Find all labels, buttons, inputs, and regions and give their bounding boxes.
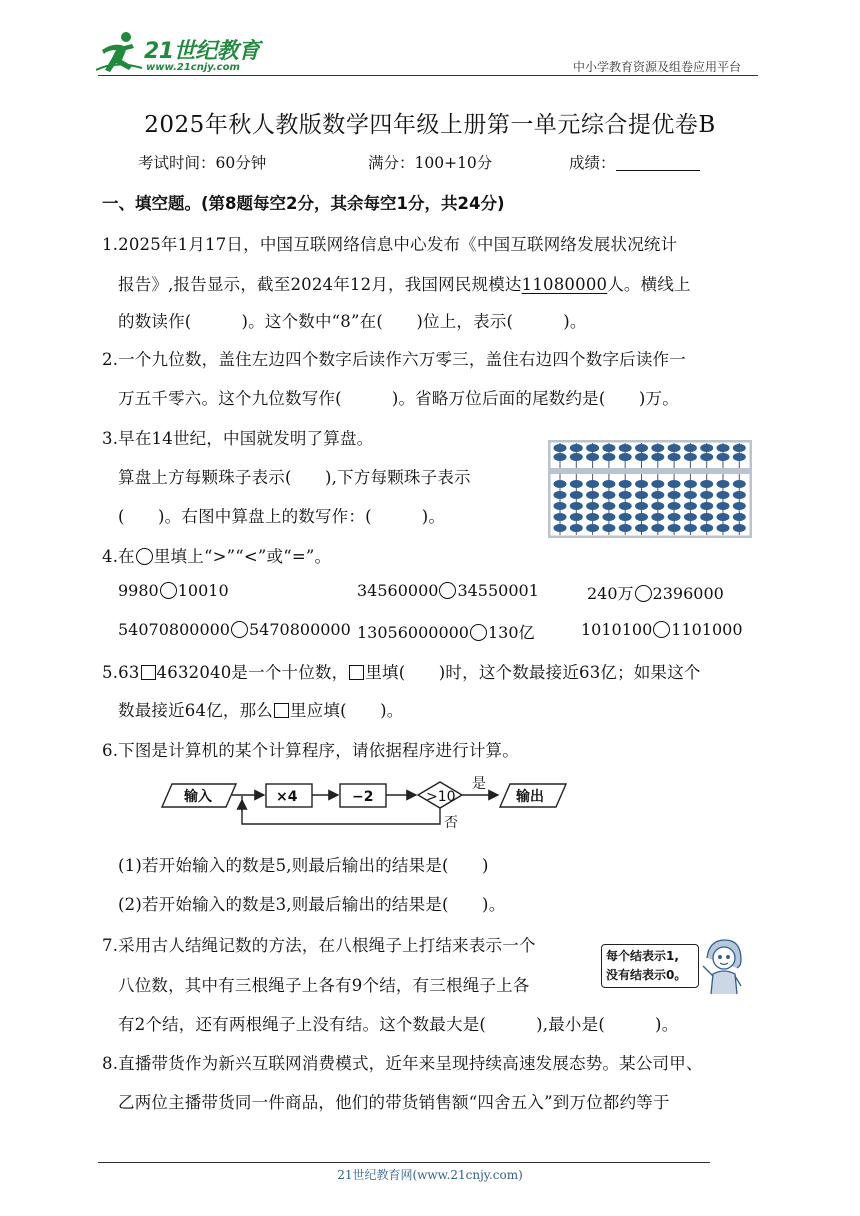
compare-circle[interactable] xyxy=(653,621,670,638)
abacus-bead xyxy=(700,524,713,532)
speech-bubble: 每个结表示1, 没有结表示0。 xyxy=(601,944,699,988)
abacus-bead xyxy=(733,491,746,499)
abacus-bead xyxy=(635,480,648,488)
q7-line1: 7.采用古人结绳记数的方法，在八根绳子上打结来表示一个 xyxy=(102,936,536,955)
abacus-bead xyxy=(554,502,567,510)
abacus-bead xyxy=(602,502,615,510)
compare-circle[interactable] xyxy=(470,624,487,641)
abacus-bead xyxy=(570,491,583,499)
q4-item-6: 1010100 1101000 xyxy=(581,620,743,639)
abacus-bead xyxy=(651,502,664,510)
abacus-bead xyxy=(668,453,681,461)
flow-input-label: 输入 xyxy=(184,789,212,805)
flow-output-label: 输出 xyxy=(516,789,544,805)
compare-circle[interactable] xyxy=(635,585,652,602)
abacus-bead xyxy=(586,453,599,461)
abacus-bead xyxy=(586,524,599,532)
q4-item-5: 13056000000 130亿 xyxy=(357,623,535,642)
header-rule xyxy=(98,75,758,76)
abacus-bead xyxy=(717,491,730,499)
abacus-bead xyxy=(635,491,648,499)
abacus-bead xyxy=(570,453,583,461)
q2-line1: 2.一个九位数，盖住左边四个数字后读作六万零三，盖住右边四个数字后读作一 xyxy=(102,350,686,369)
abacus-bead xyxy=(684,480,697,488)
abacus-bead xyxy=(668,524,681,532)
q5-line1: 5.63 4632040是一个十位数， 里填( )时，这个数最接近63亿；如果这个 xyxy=(102,663,701,682)
abacus-bead xyxy=(700,444,713,452)
abacus-bead xyxy=(733,444,746,452)
abacus-bead xyxy=(717,513,730,521)
abacus-bead xyxy=(635,513,648,521)
abacus-bead xyxy=(554,480,567,488)
abacus-bead xyxy=(651,524,664,532)
flowchart xyxy=(160,772,580,830)
abacus-bead xyxy=(554,453,567,461)
abacus-bead xyxy=(668,444,681,452)
compare-circle[interactable] xyxy=(439,582,456,599)
q1-line2 xyxy=(118,271,691,295)
abacus-bead xyxy=(635,524,648,532)
girl-character-icon xyxy=(697,936,749,998)
abacus-beam xyxy=(550,468,750,474)
q6-sub2: (2)若开始输入的数是3,则最后输出的结果是( )。 xyxy=(118,895,506,914)
q4-item-2: 34560000 34550001 xyxy=(357,581,539,600)
q1-line3: 的数读作( )。这个数中“8”在( )位上，表示( )。 xyxy=(118,312,587,331)
q6-sub1: (1)若开始输入的数是5,则最后输出的结果是( ) xyxy=(118,856,489,875)
section-heading: 一、填空题。(第8题每空2分，其余每空1分，共24分) xyxy=(102,194,505,213)
logo-text: 21世纪教育 xyxy=(144,39,260,64)
abacus-bead xyxy=(635,444,648,452)
abacus-image xyxy=(548,440,752,538)
q4-item-3: 240万 2396000 xyxy=(587,584,724,603)
abacus-bead xyxy=(684,444,697,452)
abacus-bead xyxy=(700,513,713,521)
abacus-bead xyxy=(570,513,583,521)
q3-line3: ( )。右图中算盘上的数写作：( )。 xyxy=(118,507,446,526)
square-blank-icon xyxy=(274,703,289,718)
abacus-bead xyxy=(602,513,615,521)
abacus-bead xyxy=(684,513,697,521)
abacus-bead xyxy=(733,513,746,521)
footer-text: 21世纪教育网(www.21cnjy.com) xyxy=(337,1168,523,1182)
q7-line3: 有2个结，还有两根绳子上没有结。这个数最大是( ),最小是( )。 xyxy=(118,1015,679,1034)
abacus-bead xyxy=(570,444,583,452)
logo-url: www.21cnjy.com xyxy=(146,62,240,73)
abacus-bead xyxy=(717,453,730,461)
abacus-bead xyxy=(619,524,632,532)
q2-line2: 万五千零六。这个九位数写作( )。省略万位后面的尾数约是( )万。 xyxy=(118,389,679,408)
q3-line2: 算盘上方每颗珠子表示( ),下方每颗珠子表示 xyxy=(118,468,471,487)
abacus-bead xyxy=(570,502,583,510)
abacus-bead xyxy=(554,444,567,452)
flow-op2-label: −2 xyxy=(352,789,374,805)
abacus-bead xyxy=(570,524,583,532)
abacus-bead xyxy=(651,444,664,452)
footer-rule xyxy=(98,1162,710,1163)
q4-item-4: 54070800000 5470800000 xyxy=(118,620,351,639)
abacus-bead xyxy=(619,513,632,521)
q4-line1: 4.在 里填上“>”“<”或“=”。 xyxy=(102,547,332,566)
flow-no-label: 否 xyxy=(444,815,458,830)
flow-cond-label: >10 xyxy=(426,789,456,805)
abacus-bead xyxy=(619,491,632,499)
abacus-bead xyxy=(684,491,697,499)
abacus-bead xyxy=(570,480,583,488)
abacus-bead xyxy=(586,513,599,521)
abacus-bead xyxy=(651,491,664,499)
abacus-bead xyxy=(554,524,567,532)
abacus-bead xyxy=(668,513,681,521)
abacus-bead xyxy=(700,453,713,461)
abacus-bead xyxy=(619,480,632,488)
exam-grade xyxy=(569,151,700,173)
abacus-bead xyxy=(635,453,648,461)
abacus-bead xyxy=(733,453,746,461)
abacus-bead xyxy=(602,491,615,499)
q4-item-1: 9980 10010 xyxy=(118,581,229,600)
abacus-bead xyxy=(717,444,730,452)
page-title: 2025年秋人教版数学四年级上册第一单元综合提优卷B xyxy=(144,112,716,138)
abacus-bead xyxy=(602,524,615,532)
compare-circle[interactable] xyxy=(231,621,248,638)
grade-label: 成绩： xyxy=(569,154,616,172)
abacus-bead xyxy=(733,480,746,488)
circle-blank-icon xyxy=(136,548,153,565)
abacus-bead xyxy=(668,502,681,510)
q8-line2: 乙两位主播带货同一件商品，他们的带货销售额“四舍五入”到万位都约等于 xyxy=(118,1093,670,1112)
q1-line1: 1.2025年1月17日，中国互联网络信息中心发布《中国互联网络发展状况统计 xyxy=(102,235,678,254)
abacus-bead xyxy=(635,502,648,510)
q5-line2: 数最接近64亿，那么 里应填( )。 xyxy=(118,701,404,720)
abacus-bead xyxy=(586,480,599,488)
abacus-bead xyxy=(700,480,713,488)
abacus-bead xyxy=(668,480,681,488)
abacus-bead xyxy=(554,491,567,499)
q6-line1: 6.下图是计算机的某个计算程序，请依据程序进行计算。 xyxy=(102,741,519,760)
q1-line2-b: 人。横线上 xyxy=(607,275,691,294)
abacus-bead xyxy=(717,502,730,510)
abacus-bead xyxy=(586,491,599,499)
abacus-bead xyxy=(602,480,615,488)
grade-blank[interactable] xyxy=(616,154,700,171)
abacus-bead xyxy=(586,444,599,452)
exam-time: 考试时间：60分钟 xyxy=(138,154,267,172)
abacus-bead xyxy=(586,502,599,510)
abacus-bead xyxy=(651,480,664,488)
flow-op1-label: ×4 xyxy=(276,789,298,805)
header-platform: 中小学教育资源及组卷应用平台 xyxy=(573,60,742,74)
abacus-bead xyxy=(651,453,664,461)
abacus-bead xyxy=(651,513,664,521)
abacus-bead xyxy=(619,502,632,510)
abacus-bead xyxy=(700,502,713,510)
abacus-bead xyxy=(619,444,632,452)
q7-line2: 八位数，其中有三根绳子上各有9个结，有三根绳子上各 xyxy=(118,976,530,995)
abacus-bead xyxy=(684,502,697,510)
abacus-bead xyxy=(700,491,713,499)
abacus-bead xyxy=(717,524,730,532)
abacus-bead xyxy=(602,453,615,461)
square-blank-icon xyxy=(349,665,364,680)
abacus-bead xyxy=(684,453,697,461)
compare-circle[interactable] xyxy=(160,582,177,599)
q1-underlined-number: 11080000 xyxy=(521,275,608,294)
runner-logo-icon xyxy=(96,30,146,76)
abacus-bead xyxy=(717,480,730,488)
abacus-bead xyxy=(668,491,681,499)
flow-yes-label: 是 xyxy=(472,776,486,792)
exam-score: 满分：100+10分 xyxy=(368,154,493,172)
q3-line1: 3.早在14世纪，中国就发明了算盘。 xyxy=(102,429,374,448)
abacus-bead xyxy=(554,513,567,521)
abacus-bead xyxy=(733,524,746,532)
abacus-bead xyxy=(733,502,746,510)
square-blank-icon xyxy=(141,665,156,680)
header-logo xyxy=(96,30,266,76)
abacus-bead xyxy=(619,453,632,461)
q1-line2-a: 报告》,报告显示，截至2024年12月，我国网民规模达 xyxy=(118,275,522,294)
q8-line1: 8.直播带货作为新兴互联网消费模式，近年来呈现持续高速发展态势。某公司甲、 xyxy=(102,1054,703,1073)
abacus-bead xyxy=(602,444,615,452)
abacus-bead xyxy=(684,524,697,532)
